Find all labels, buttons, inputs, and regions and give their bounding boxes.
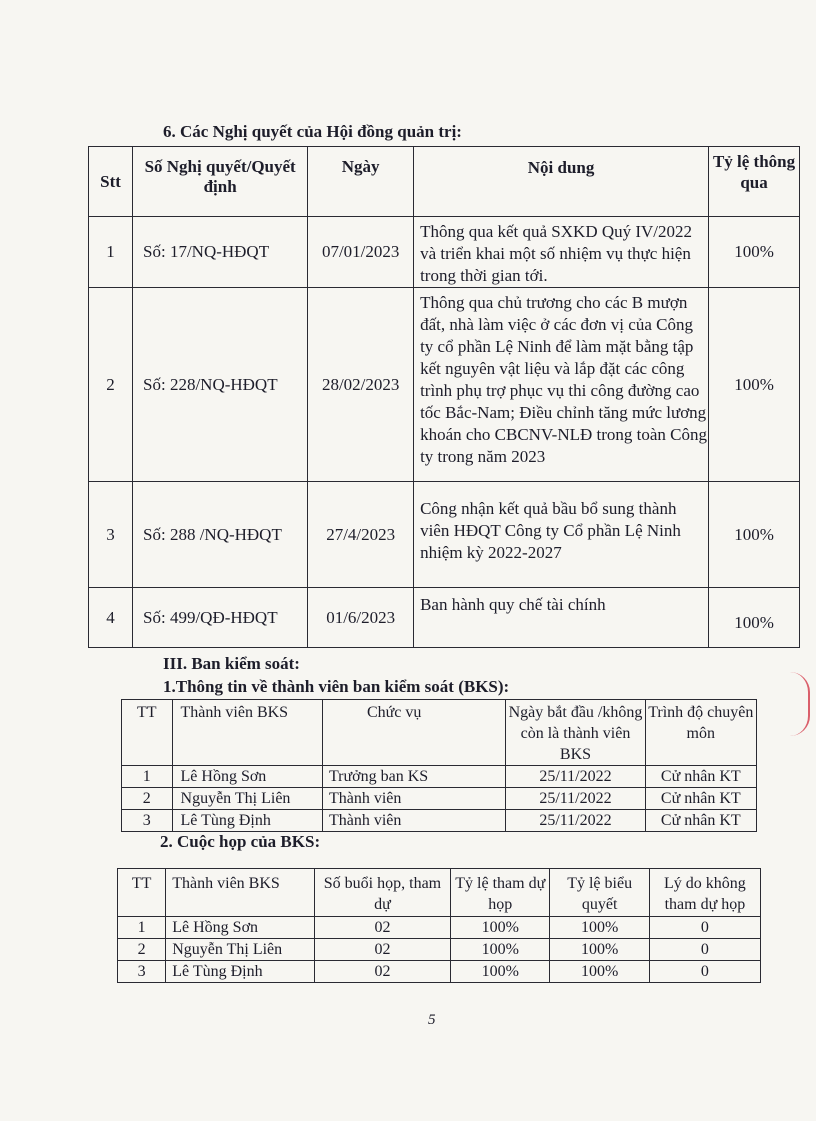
cell-resolution-number: Số: 499/QĐ-HĐQT	[133, 588, 308, 648]
bks-members-table	[121, 699, 757, 832]
header-approval-rate: Tỷ lệ thông qua	[709, 147, 800, 217]
cell-tt: 2	[122, 788, 173, 810]
header-meetings-attended: Số buổi họp, tham dự	[314, 869, 450, 917]
cell-tt: 1	[122, 766, 173, 788]
cell-content: Ban hành quy chế tài chính	[414, 588, 709, 648]
cell-resolution-number: Số: 288 /NQ-HĐQT	[133, 482, 308, 588]
header-stt: Stt	[89, 147, 133, 217]
cell-content: Công nhận kết quả bầu bổ sung thành viên HĐQT Công ty Cổ phần Lệ Ninh nhiệm kỳ 2022-2027	[414, 482, 709, 588]
bks-meetings-subtitle: 2. Cuộc họp của BKS:	[160, 832, 321, 851]
cell-voting-rate: 100%	[550, 939, 649, 961]
cell-member: Nguyễn Thị Liên	[172, 788, 322, 810]
header-member: Thành viên BKS	[166, 869, 315, 917]
table-row	[89, 217, 800, 288]
cell-content: Thông qua kết quả SXKD Quý IV/2022 và triển khai một số nhiệm vụ thực hiện trong thời gian tới.	[414, 217, 709, 288]
section-iii-title: III. Ban kiểm soát:	[163, 654, 300, 673]
cell-position: Thành viên	[322, 810, 505, 832]
table-row	[122, 788, 757, 810]
cell-voting-rate: 100%	[550, 917, 649, 939]
cell-approval-rate: 100%	[709, 588, 800, 648]
table-row	[122, 810, 757, 832]
table-row	[89, 482, 800, 588]
page-number: 5	[428, 1012, 436, 1028]
cell-stt: 2	[89, 288, 133, 482]
cell-absence-reason: 0	[649, 939, 760, 961]
cell-absence-reason: 0	[649, 961, 760, 983]
header-qualification: Trình độ chuyên môn	[645, 700, 756, 766]
cell-member: Lê Hồng Sơn	[166, 917, 315, 939]
header-start-date: Ngày bắt đầu /không còn là thành viên BKS	[506, 700, 645, 766]
cell-tt: 3	[118, 961, 166, 983]
cell-stt: 1	[89, 217, 133, 288]
table-row	[118, 939, 761, 961]
cell-approval-rate: 100%	[709, 288, 800, 482]
header-absence-reason: Lý do không tham dự họp	[649, 869, 760, 917]
bks-info-subtitle: 1.Thông tin về thành viên ban kiểm soát (BKS):	[163, 677, 510, 696]
cell-member: Nguyễn Thị Liên	[166, 939, 315, 961]
cell-qualification: Cử nhân KT	[645, 766, 756, 788]
cell-qualification: Cử nhân KT	[645, 810, 756, 832]
cell-stt: 4	[89, 588, 133, 648]
cell-resolution-number: Số: 228/NQ-HĐQT	[133, 288, 308, 482]
cell-absence-reason: 0	[649, 917, 760, 939]
header-content: Nội dung	[414, 147, 709, 217]
cell-start-date: 25/11/2022	[506, 810, 645, 832]
table-row	[118, 917, 761, 939]
header-tt: TT	[122, 700, 173, 766]
cell-member: Lê Tùng Định	[166, 961, 315, 983]
cell-date: 01/6/2023	[308, 588, 414, 648]
header-attendance-rate: Tỷ lệ tham dự họp	[451, 869, 550, 917]
cell-position: Trưởng ban KS	[322, 766, 505, 788]
cell-date: 27/4/2023	[308, 482, 414, 588]
cell-attendance-rate: 100%	[451, 939, 550, 961]
table-row	[89, 588, 800, 648]
cell-member: Lê Tùng Định	[172, 810, 322, 832]
table-row	[89, 288, 800, 482]
table-header-row	[118, 869, 761, 917]
cell-start-date: 25/11/2022	[506, 788, 645, 810]
cell-tt: 2	[118, 939, 166, 961]
header-member: Thành viên BKS	[172, 700, 322, 766]
cell-approval-rate: 100%	[709, 217, 800, 288]
cell-attendance-rate: 100%	[451, 917, 550, 939]
header-date: Ngày	[308, 147, 414, 217]
cell-tt: 3	[122, 810, 173, 832]
section-6-title: 6. Các Nghị quyết của Hội đồng quản trị:	[163, 122, 462, 141]
cell-tt: 1	[118, 917, 166, 939]
cell-meetings-attended: 02	[314, 961, 450, 983]
cell-qualification: Cử nhân KT	[645, 788, 756, 810]
board-resolutions-table	[88, 146, 800, 648]
cell-content: Thông qua chủ trương cho các B mượn đất, nhà làm việc ở các đơn vị của Công ty cổ phần Lệ Ninh để làm mặt bằng tập kết nguyên vật liệu và lắp đặt các công trình phụ trợ phục vụ thi công đường cao tốc Bắc-Nam; Điều chỉnh tăng mức lương khoán cho CBCNV-NLĐ trong toàn Công ty trong năm 2023	[414, 288, 709, 482]
header-voting-rate: Tỷ lệ biểu quyết	[550, 869, 649, 917]
table-header-row	[122, 700, 757, 766]
cell-stt: 3	[89, 482, 133, 588]
cell-resolution-number: Số: 17/NQ-HĐQT	[133, 217, 308, 288]
header-resolution-number: Số Nghị quyết/Quyết định	[133, 147, 308, 217]
cell-start-date: 25/11/2022	[506, 766, 645, 788]
header-tt: TT	[118, 869, 166, 917]
cell-member: Lê Hồng Sơn	[172, 766, 322, 788]
cell-position: Thành viên	[322, 788, 505, 810]
header-position: Chức vụ	[322, 700, 505, 766]
table-row	[118, 961, 761, 983]
table-header-row	[89, 147, 800, 217]
cell-voting-rate: 100%	[550, 961, 649, 983]
cell-date: 07/01/2023	[308, 217, 414, 288]
cell-meetings-attended: 02	[314, 917, 450, 939]
cell-date: 28/02/2023	[308, 288, 414, 482]
cell-approval-rate: 100%	[709, 482, 800, 588]
table-row	[122, 766, 757, 788]
red-ink-mark	[790, 672, 810, 736]
cell-meetings-attended: 02	[314, 939, 450, 961]
cell-attendance-rate: 100%	[451, 961, 550, 983]
bks-meetings-table	[117, 868, 761, 983]
